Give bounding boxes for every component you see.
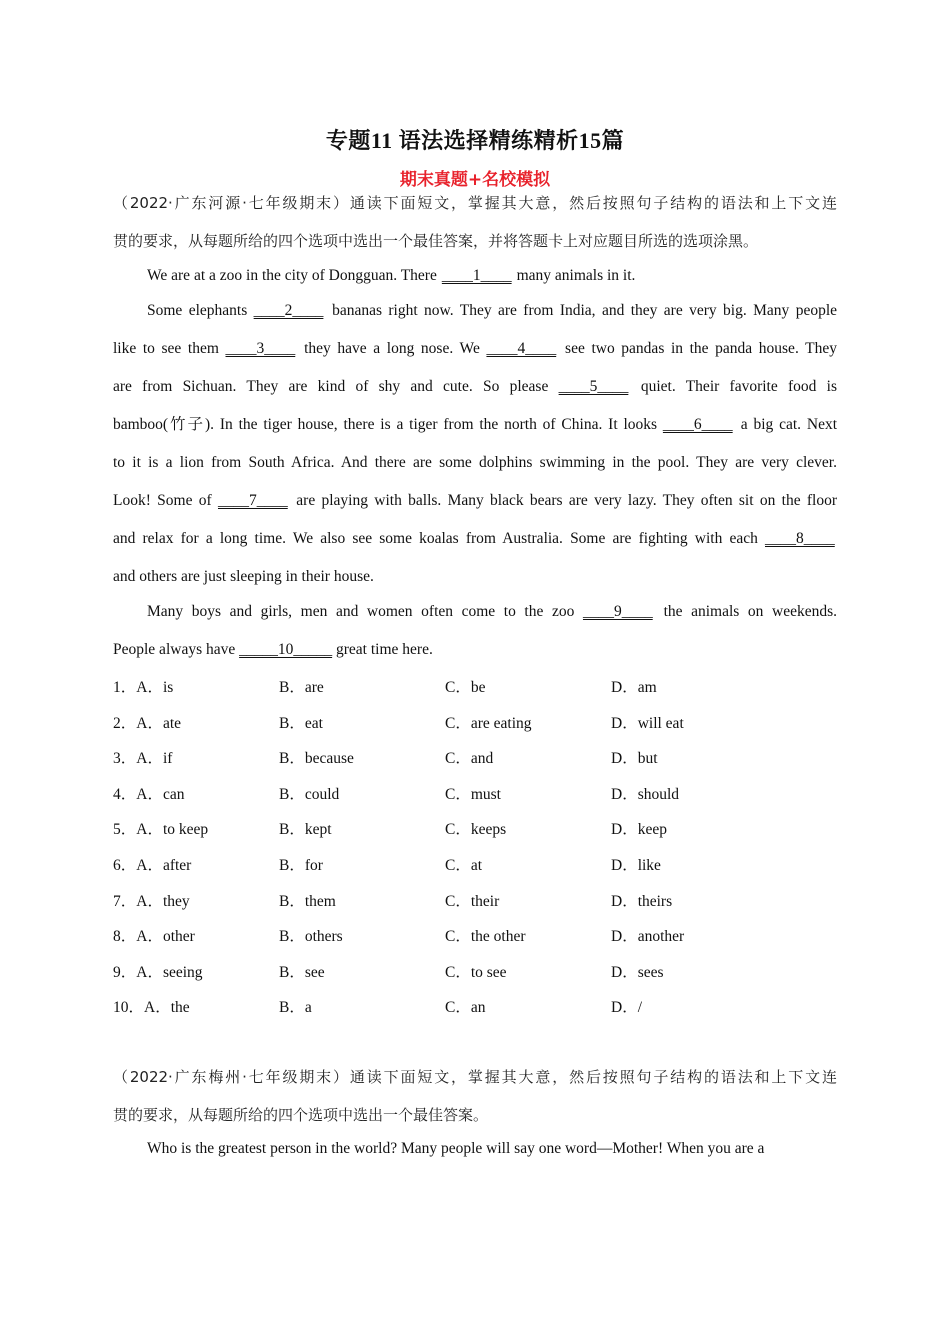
question-number: 7． xyxy=(113,893,137,910)
blank-9: ____9____ xyxy=(582,603,653,620)
question-row xyxy=(113,746,837,768)
question-row xyxy=(113,960,837,982)
source-instruction: （2022·广东梅州·七年级期末）通读下面短文，掌握其大意，然后按照句子结构的语法和上下文连 xyxy=(113,1068,837,1086)
passage-line: to it is a lion from South Africa. And there are some dolphins swimming in the pool. They are very clever. xyxy=(113,454,837,471)
blank-3: ____3____ xyxy=(225,340,296,357)
option-a: A．they xyxy=(136,893,190,910)
option-a: A．seeing xyxy=(136,964,203,981)
question-number-and-option-a xyxy=(113,853,191,875)
question-number-and-option-a xyxy=(113,817,208,839)
question-number-and-option-a xyxy=(113,924,195,946)
option-c: C．at xyxy=(445,857,483,874)
passage-line: and relax for a long time. We also see some koalas from Australia. Some are fighting with each ____8____ xyxy=(113,528,837,550)
option-a: A．to keep xyxy=(136,821,209,838)
source-instruction: 贯的要求，从每题所给的四个选项中选出一个最佳答案。 xyxy=(113,1106,489,1124)
passage-line: bamboo(竹子). In the tiger house, there is a tiger from the north of China. It looks ____6____ a big cat. Next xyxy=(113,414,837,436)
option-a: A．if xyxy=(136,750,173,767)
passage-line: Many boys and girls, men and women often come to the zoo ____9____ the animals on weekends. xyxy=(147,601,837,623)
option-b: B．see xyxy=(279,964,325,981)
option-d: D．should xyxy=(611,786,680,803)
option-d: D．am xyxy=(611,679,657,696)
option-d: D．will eat xyxy=(611,715,684,732)
option-c: C．to see xyxy=(445,964,507,981)
question-row xyxy=(113,924,837,946)
option-c: C．must xyxy=(445,786,501,803)
option-a: A．ate xyxy=(136,715,182,732)
passage-line: Some elephants ____2____ bananas right now. They are from India, and they are very big. Many people xyxy=(147,300,837,322)
question-number: 6． xyxy=(113,857,137,874)
blank-5: ____5____ xyxy=(558,378,629,395)
question-number-and-option-a xyxy=(113,889,190,911)
question-number-and-option-a xyxy=(113,746,172,768)
source-instruction: （2022·广东河源·七年级期末）通读下面短文，掌握其大意，然后按照句子结构的语法和上下文连 xyxy=(113,194,837,212)
source-instruction: 贯的要求，从每题所给的四个选项中选出一个最佳答案，并将答题卡上对应题目所选的选项涂黑。 xyxy=(113,232,759,250)
option-d: D．keep xyxy=(611,821,667,838)
option-c: C．keeps xyxy=(445,821,507,838)
option-b: B．eat xyxy=(279,715,323,732)
option-d: D．sees xyxy=(611,964,664,981)
question-number: 3． xyxy=(113,750,137,767)
passage-line: are from Sichuan. They are kind of shy and cute. So please ____5____ quiet. Their favorite food is xyxy=(113,376,837,398)
blank-2: ____2____ xyxy=(253,302,324,319)
option-b: B．are xyxy=(279,679,324,696)
question-row xyxy=(113,853,837,875)
question-number-and-option-a xyxy=(113,995,190,1017)
passage-line: Who is the greatest person in the world? Many people will say one word—Mother! When you are a xyxy=(147,1140,765,1157)
question-number-and-option-a xyxy=(113,782,184,804)
passage-line: Look! Some of ____7____ are playing with balls. Many black bears are very lazy. They often sit on the floor xyxy=(113,490,837,512)
option-d: D．but xyxy=(611,750,658,767)
option-b: B．others xyxy=(279,928,343,945)
blank-7: ____7____ xyxy=(217,492,288,509)
option-a: A．can xyxy=(136,786,185,803)
option-b: B．kept xyxy=(279,821,332,838)
option-b: B．because xyxy=(279,750,354,767)
option-d: D．theirs xyxy=(611,893,673,910)
question-number: 9． xyxy=(113,964,137,981)
option-b: B．for xyxy=(279,857,323,874)
option-a: A．other xyxy=(136,928,195,945)
question-row xyxy=(113,817,837,839)
blank-8: ____8____ xyxy=(765,530,835,547)
option-c: C．be xyxy=(445,679,486,696)
question-number: 5． xyxy=(113,821,137,838)
option-b: B．them xyxy=(279,893,336,910)
blank-10: _____10_____ xyxy=(239,641,333,658)
option-d: D．/ xyxy=(611,999,643,1016)
option-c: C．and xyxy=(445,750,494,767)
passage-line: We are at a zoo in the city of Dongguan. There ____1____ many animals in it. xyxy=(147,265,837,287)
question-number: 8． xyxy=(113,928,137,945)
option-c: C．their xyxy=(445,893,500,910)
option-c: C．the other xyxy=(445,928,526,945)
question-number: 2． xyxy=(113,715,137,732)
option-a: A．after xyxy=(136,857,192,874)
passage-line: like to see them ____3____ they have a long nose. We ____4____ see two pandas in the panda house. They xyxy=(113,338,837,360)
question-number-and-option-a xyxy=(113,960,203,982)
option-d: D．another xyxy=(611,928,685,945)
question-row xyxy=(113,995,837,1017)
question-number: 10． xyxy=(113,999,145,1016)
question-row xyxy=(113,675,837,697)
passage-line: People always have _____10_____ great time here. xyxy=(113,639,837,661)
question-number-and-option-a xyxy=(113,711,181,733)
option-b: B．could xyxy=(279,786,340,803)
option-d: D．like xyxy=(611,857,661,874)
option-a: A．is xyxy=(136,679,174,696)
question-row xyxy=(113,711,837,733)
question-number-and-option-a xyxy=(113,675,173,697)
page-title: 专题11 语法选择精练精析15篇 xyxy=(325,128,625,153)
blank-1: ____1____ xyxy=(441,267,512,284)
option-c: C．are eating xyxy=(445,715,532,732)
option-a: A．the xyxy=(144,999,190,1016)
question-row xyxy=(113,782,837,804)
question-number: 4． xyxy=(113,786,137,803)
page-subtitle: 期末真题+名校模拟 xyxy=(399,170,551,190)
question-row xyxy=(113,889,837,911)
passage-line: and others are just sleeping in their house. xyxy=(113,568,374,585)
option-c: C．an xyxy=(445,999,486,1016)
blank-4: ____4____ xyxy=(486,340,557,357)
blank-6: ____6____ xyxy=(662,416,733,433)
question-number: 1． xyxy=(113,679,137,696)
option-b: B．a xyxy=(279,999,312,1016)
